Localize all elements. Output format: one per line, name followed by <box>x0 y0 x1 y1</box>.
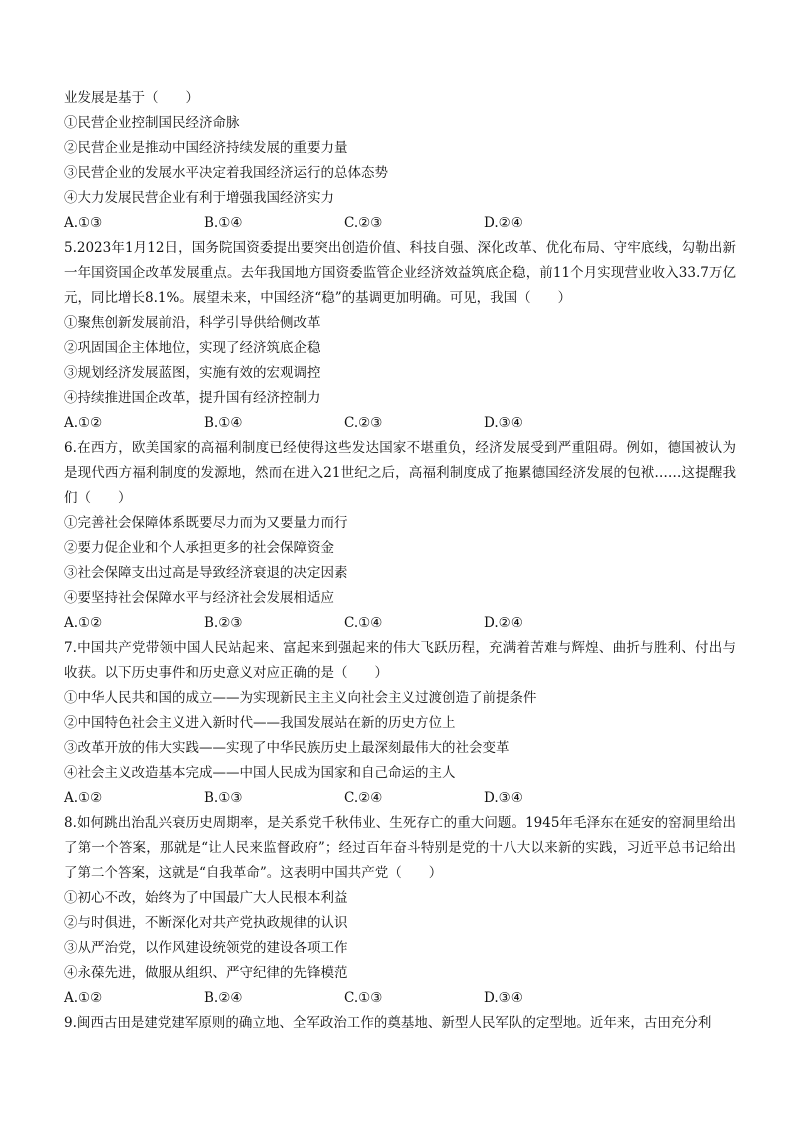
choice-item: ④大力发展民营企业有利于增强我国经济实力 <box>64 190 334 206</box>
answer-options <box>64 411 736 436</box>
choice-item: ④永葆先进，做服从组织、严守纪律的先锋模范 <box>64 965 348 981</box>
option-a: A.①③ <box>64 215 103 231</box>
option-b: B.②④ <box>204 990 243 1006</box>
question-stem: 业发展是基于（ ） <box>64 90 199 106</box>
question-4 <box>64 86 736 236</box>
option-d: D.②④ <box>484 615 523 631</box>
choice-item: ④持续推进国企改革，提升国有经济控制力 <box>64 390 321 406</box>
choice-item: ②要力促企业和个人承担更多的社会保障资金 <box>64 540 334 556</box>
option-a: A.①② <box>64 790 103 806</box>
choice-item: ④社会主义改造基本完成——中国人民成为国家和自己命运的主人 <box>64 765 456 781</box>
choice-item: ②与时俱进，不断深化对共产党执政规律的认识 <box>64 915 348 931</box>
question-stem: 9.闽西古田是建党建军原则的确立地、全军政治工作的奠基地、新型人民军队的定型地。近年来，古田充分利 <box>64 1015 712 1031</box>
choice-item: ①中华人民共和国的成立——为实现新民主主义向社会主义过渡创造了前提条件 <box>64 690 537 706</box>
option-c: C.①④ <box>344 615 383 631</box>
choice-item: ③民营企业的发展水平决定着我国经济运行的总体态势 <box>64 165 388 181</box>
exam-content <box>64 86 736 1036</box>
question-9 <box>64 1011 736 1036</box>
option-c: C.②④ <box>344 790 383 806</box>
choice-item: ①初心不改，始终为了中国最广大人民根本利益 <box>64 890 348 906</box>
option-d: D.②④ <box>484 215 523 231</box>
option-c: C.②③ <box>344 215 383 231</box>
option-a: A.①② <box>64 415 103 431</box>
question-stem: 8.如何跳出治乱兴衰历史周期率，是关系党千秋伟业、生死存亡的重大问题。1945年毛泽东在延安的窑洞里给出了第一个答案，那就是“让人民来监督政府”；经过百年奋斗特别是党的十八大以来新的实践，习近平总书记给出了第二个答案，这就是“自我革命”。这表明中国共产党（ ） <box>64 815 736 881</box>
option-a: A.①② <box>64 990 103 1006</box>
choice-item: ②中国特色社会主义进入新时代——我国发展站在新的历史方位上 <box>64 715 456 731</box>
choice-item: ①完善社会保障体系既要尽力而为又要量力而行 <box>64 515 348 531</box>
option-c: C.②③ <box>344 415 383 431</box>
question-stem: 5.2023年1月12日，国务院国资委提出要突出创造价值、科技自强、深化改革、优化布局、守牢底线，勾勒出新一年国资国企改革发展重点。去年我国地方国资委监管企业经济效益筑底企稳，前11个月实现营业收入33.7万亿元，同比增长8.1%。展望未来，中国经济“稳”的基调更加明确。可见，我国（ ） <box>64 240 736 306</box>
question-6 <box>64 436 736 636</box>
choice-item: ③规划经济发展蓝图，实施有效的宏观调控 <box>64 365 321 381</box>
option-b: B.②③ <box>204 615 243 631</box>
option-a: A.①② <box>64 615 103 631</box>
option-b: B.①④ <box>204 215 243 231</box>
choice-item: ①民营企业控制国民经济命脉 <box>64 115 240 131</box>
choice-item: ①聚焦创新发展前沿，科学引导供给侧改革 <box>64 315 321 331</box>
question-8 <box>64 811 736 1011</box>
option-b: B.①③ <box>204 790 243 806</box>
choice-item: ④要坚持社会保障水平与经济社会发展相适应 <box>64 590 334 606</box>
question-5 <box>64 236 736 436</box>
question-stem: 6.在西方，欧美国家的高福利制度已经使得这些发达国家不堪重负，经济发展受到严重阻碍。例如，德国被认为是现代西方福利制度的发源地，然而在进入21世纪之后，高福利制度成了拖累德国经济发展的包袱……这提醒我们（ ） <box>64 440 736 506</box>
choice-item: ③从严治党，以作风建设统领党的建设各项工作 <box>64 940 348 956</box>
choice-item: ③改革开放的伟大实践——实现了中华民族历史上最深刻最伟大的社会变革 <box>64 740 510 756</box>
option-c: C.①③ <box>344 990 383 1006</box>
option-d: D.③④ <box>484 990 523 1006</box>
choice-item: ②巩固国企主体地位，实现了经济筑底企稳 <box>64 340 321 356</box>
choice-item: ③社会保障支出过高是导致经济衰退的决定因素 <box>64 565 348 581</box>
option-b: B.①④ <box>204 415 243 431</box>
answer-options <box>64 611 736 636</box>
answer-options <box>64 786 736 811</box>
choice-item: ②民营企业是推动中国经济持续发展的重要力量 <box>64 140 348 156</box>
option-d: D.③④ <box>484 790 523 806</box>
option-d: D.③④ <box>484 415 523 431</box>
question-stem: 7.中国共产党带领中国人民站起来、富起来到强起来的伟大飞跃历程，充满着苦难与辉煌、曲折与胜利、付出与收获。以下历史事件和历史意义对应正确的是（ ） <box>64 640 736 681</box>
question-7 <box>64 636 736 811</box>
answer-options <box>64 211 736 236</box>
answer-options <box>64 986 736 1011</box>
